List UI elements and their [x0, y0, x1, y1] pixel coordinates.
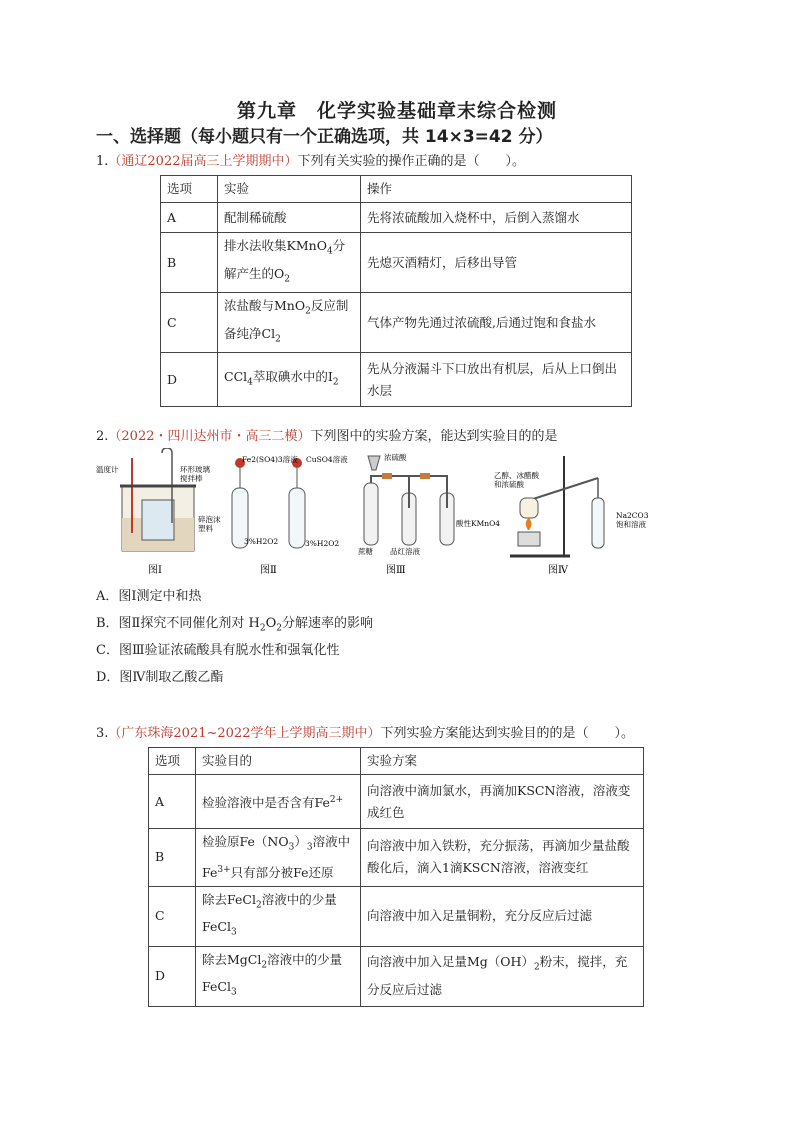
section-heading: 一、选择题（每小题只有一个正确选项，共 14×3=42 分）: [96, 127, 553, 147]
subscript: 2: [261, 960, 268, 971]
subscript: 3: [306, 842, 313, 853]
subscript: 2: [305, 306, 311, 317]
header-cell: 实验目的: [196, 748, 361, 775]
figure-label: 搅拌棒: [180, 474, 203, 483]
figure-label: 酸性KMnO4: [456, 519, 501, 528]
table-row: [161, 203, 632, 233]
question-3: [96, 722, 634, 741]
text: 除去FeCl: [202, 891, 256, 907]
option-b: [96, 612, 373, 634]
figure-label: 和浓硫酸: [494, 480, 524, 489]
text: 粉末，搅拌，充分反应后过滤: [367, 954, 628, 997]
figure-caption: 图Ⅲ: [386, 565, 406, 576]
header-cell: 选项: [161, 176, 218, 203]
text: B．图Ⅱ探究不同催化剂对 H: [96, 616, 260, 631]
question-stem: 下列实验方案能达到实验目的的是（ ）。: [380, 726, 634, 741]
figure-label: 蔗糖: [358, 547, 373, 556]
figure-caption: 图Ⅳ: [548, 565, 568, 576]
subscript: 3: [230, 987, 237, 998]
question-number: 2.: [96, 429, 109, 444]
header-cell: 实验: [218, 176, 361, 203]
question-source: （通辽2022届高三上学期期中）: [108, 154, 298, 169]
question-source: （广东珠海2021~2022学年上学期高三期中）: [108, 726, 381, 741]
header-cell: 操作: [361, 176, 632, 203]
text: O: [265, 616, 277, 631]
question-stem: 下列图中的实验方案，能达到实验目的的是: [310, 429, 558, 444]
subscript: 3: [288, 842, 295, 853]
question-number: 3.: [96, 726, 109, 741]
plan-cell: [361, 946, 644, 1006]
text: ）: [294, 834, 307, 849]
q3-table: [148, 747, 644, 1007]
option-cell: A: [161, 203, 218, 233]
option-d: D．图Ⅳ制取乙酸乙酯: [96, 670, 224, 685]
option-c: C．图Ⅲ验证浓硫酸具有脱水性和强氧化性: [96, 643, 340, 658]
figure-label: 乙醇、冰醋酸: [494, 471, 539, 480]
text: 检验溶液中是否含有Fe: [202, 795, 330, 811]
table-header-row: [161, 176, 632, 203]
text: CCl: [224, 368, 248, 384]
option-cell: D: [149, 946, 196, 1006]
text: 萃取碘水中的I: [252, 368, 333, 384]
text: 浓盐酸与MnO: [224, 298, 306, 313]
text: 溶液中的少量FeCl: [202, 951, 343, 995]
question-source: （2022・四川达州市・高三二模）: [108, 429, 311, 444]
figure-label: Fe2(SO4)3溶液: [242, 455, 298, 464]
goal-cell: [196, 946, 361, 1006]
operation-cell: 气体产物先通过浓硫酸,后通过饱和食盐水: [361, 293, 632, 353]
table-header-row: [149, 748, 644, 775]
q1-table: [160, 175, 632, 407]
table-row: [149, 829, 644, 887]
table-row: [161, 293, 632, 353]
subscript: 2: [533, 962, 540, 973]
figure-label: 饱和溶液: [616, 520, 646, 529]
question-number: 1.: [96, 154, 109, 169]
subscript: 4: [247, 377, 253, 388]
experiment-cell: [218, 233, 361, 293]
superscript: 2+: [329, 794, 344, 805]
text: 分解速率的影响: [282, 616, 374, 631]
text: 分解产生的O: [224, 238, 346, 281]
figure-caption: 图Ⅱ: [260, 565, 277, 576]
figure-label: Na2CO3: [616, 511, 649, 520]
figure-2-test-tubes: [232, 458, 305, 548]
plan-cell: 向溶液中加入足量铜粉，充分反应后过滤: [361, 886, 644, 946]
plan-cell: 向溶液中滴加氯水，再滴加KSCN溶液，溶液变成红色: [361, 775, 644, 829]
figure-label: 3%H2O2: [305, 539, 340, 548]
page-title: 第九章 化学实验基础章末综合检测: [236, 100, 557, 122]
question-stem: 下列有关实验的操作正确的是（ ）。: [297, 154, 526, 169]
option-cell: B: [149, 829, 196, 887]
text: 溶液中的少量FeCl: [202, 891, 337, 935]
option-cell: B: [161, 233, 218, 293]
subscript: 2: [259, 623, 266, 634]
figure-caption: 图Ⅰ: [148, 565, 162, 576]
text: 溶液中Fe: [202, 834, 351, 880]
figure-label: 塑料: [198, 524, 213, 533]
figure-1-calorimeter: [120, 448, 196, 551]
figure-label: 碎泡沫: [198, 515, 221, 524]
apparatus-figures: [90, 448, 670, 578]
header-cell: 实验方案: [361, 748, 644, 775]
subscript: 2: [284, 274, 290, 284]
subscript: 4: [326, 246, 333, 257]
option-a: A．图Ⅰ测定中和热: [96, 589, 202, 604]
table-row: [149, 946, 644, 1006]
table-row: [149, 886, 644, 946]
experiment-cell: [218, 353, 361, 407]
figure-label: 浓硫酸: [384, 453, 407, 462]
experiment-cell: 配制稀硫酸: [218, 203, 361, 233]
text: 检验原Fe（NO: [202, 834, 289, 849]
experiment-cell: [218, 293, 361, 353]
subscript: 2: [276, 623, 282, 634]
operation-cell: 先将浓硫酸加入烧杯中，后倒入蒸馏水: [361, 203, 632, 233]
figure-label: CuSO4溶液: [306, 455, 348, 464]
header-cell: 选项: [149, 748, 196, 775]
subscript: 2: [332, 377, 339, 388]
figure-label: 温度计: [96, 465, 119, 474]
figure-3-tubes: [364, 456, 454, 545]
subscript: 2: [275, 334, 281, 344]
table-row: [149, 775, 644, 829]
text: 排水法收集KMnO: [224, 238, 327, 253]
goal-cell: [196, 829, 361, 887]
text: 只有部分被Fe还原: [230, 864, 334, 880]
superscript: 3+: [217, 864, 231, 875]
plan-cell: 向溶液中加入铁粉，充分振荡，再滴加少量盐酸酸化后，滴入1滴KSCN溶液，溶液变红: [361, 829, 644, 887]
option-cell: C: [161, 293, 218, 353]
text: 向溶液中加入足量Mg（OH）: [367, 954, 534, 970]
option-cell: A: [149, 775, 196, 829]
text: 反应制备纯净Cl: [224, 298, 349, 341]
option-cell: D: [161, 353, 218, 407]
goal-cell: [196, 775, 361, 829]
table-row: [161, 353, 632, 407]
question-2: [96, 425, 558, 444]
operation-cell: 先熄灭酒精灯，后移出导管: [361, 233, 632, 293]
figure-label: 3%H2O2: [244, 537, 279, 546]
subscript: 3: [230, 927, 237, 938]
figure-label: 品红溶液: [390, 547, 420, 556]
option-cell: C: [149, 886, 196, 946]
figure-label: 环形玻璃: [180, 465, 210, 474]
subscript: 2: [255, 900, 262, 911]
text: 除去MgCl: [202, 951, 262, 967]
goal-cell: [196, 886, 361, 946]
table-row: [161, 233, 632, 293]
operation-cell: 先从分液漏斗下口放出有机层，后从上口倒出水层: [361, 353, 632, 407]
question-1: [96, 150, 525, 169]
